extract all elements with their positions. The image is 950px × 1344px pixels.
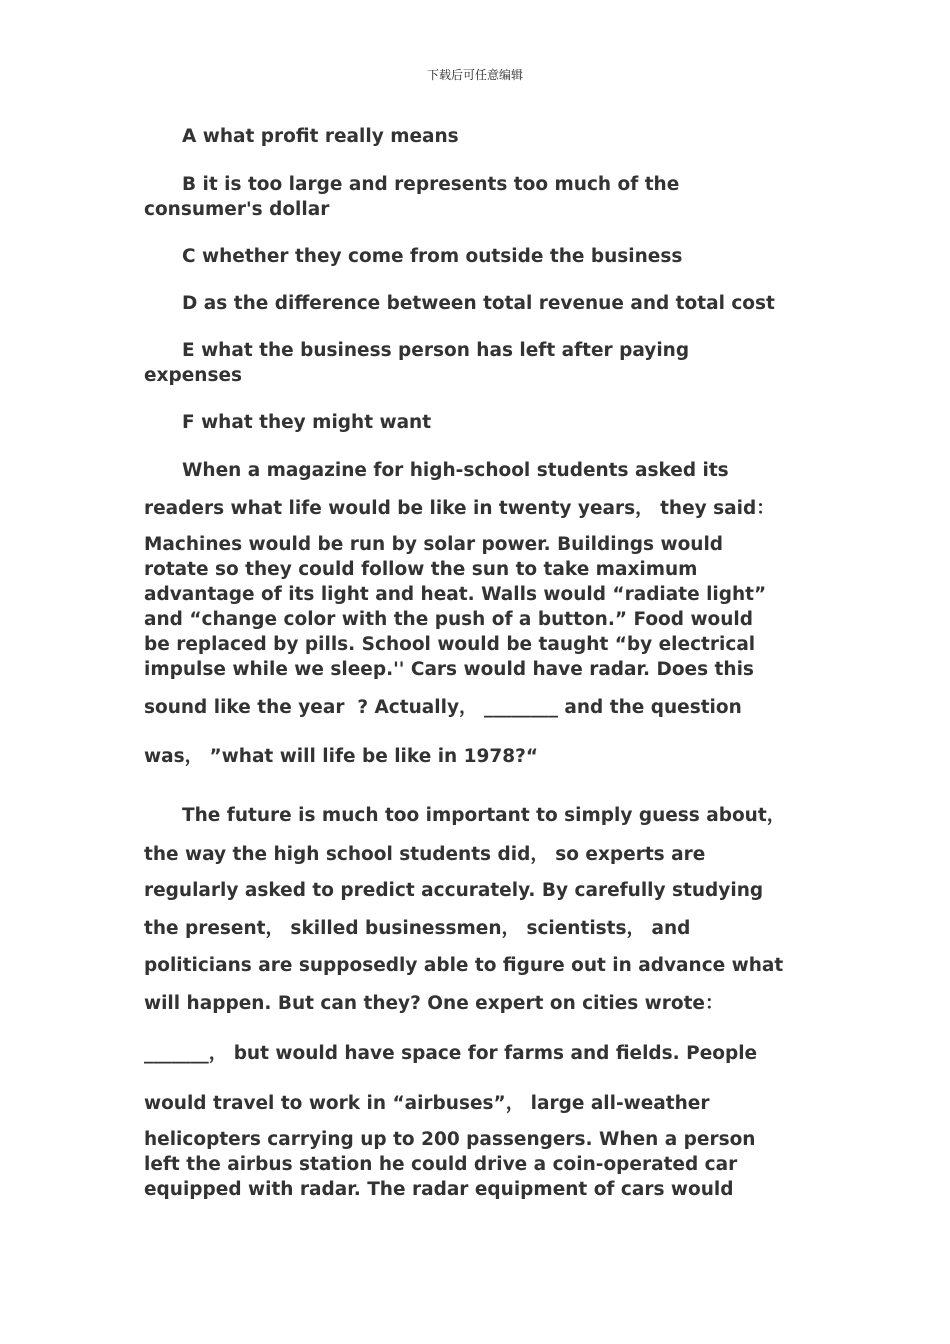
option-f: F what they might want [182, 412, 432, 433]
passage2-line1: The future is much too important to simply guess about， [182, 805, 786, 826]
passage1-line4: was， ”what will life be like in 1978?“ [144, 746, 539, 767]
passage2-line2: the way the high school students did， so experts are [144, 844, 706, 865]
passage2-line3: regularly asked to predict accurately. By carefully studying [144, 880, 764, 901]
option-c: C whether they come from outside the business [182, 246, 683, 267]
passage1-line3: sound like the year ? Actually， ________ and the question [144, 697, 742, 718]
passage1-line1: When a magazine for high-school students asked its [182, 460, 729, 481]
option-d: D as the difference between total revenue and total cost [182, 293, 775, 314]
option-b: B it is too large and represents too much of the consumer's dollar [144, 174, 686, 220]
option-a: A what profit really means [182, 126, 459, 147]
passage2-line6: will happen. But can they? One expert on cities wrote： [144, 993, 724, 1014]
passage2-block: helicopters carrying up to 200 passengers. When a person left the airbus station he could drive a coin-operated car equipped with radar. The radar equipment of cars would [144, 1129, 762, 1200]
passage1-line2: readers what life would be like in twenty years， they said： [144, 498, 775, 519]
passage2-line4: the present， skilled businessmen， scientists， and [144, 918, 691, 939]
passage1-block: Machines would be run by solar power. Buildings would rotate so they could follow the sun to take maximum advantage of its light and heat. Walls would “radiate light” and “change color with the push of a button.” Food would be replaced by pills. School would be taught “by electrical impulse while we sleep.'' Cars would have radar. Does this [144, 534, 773, 680]
passage2-line5: politicians are supposedly able to figure out in advance what [144, 955, 784, 976]
page-header: 下载后可任意编辑 [426, 68, 523, 82]
option-e: E what the business person has left after paying expenses [144, 340, 696, 386]
passage2-line7: _______， but would have space for farms and fields. People [144, 1043, 758, 1064]
passage2-line8: would travel to work in “airbuses”， large all-weather [144, 1093, 710, 1114]
